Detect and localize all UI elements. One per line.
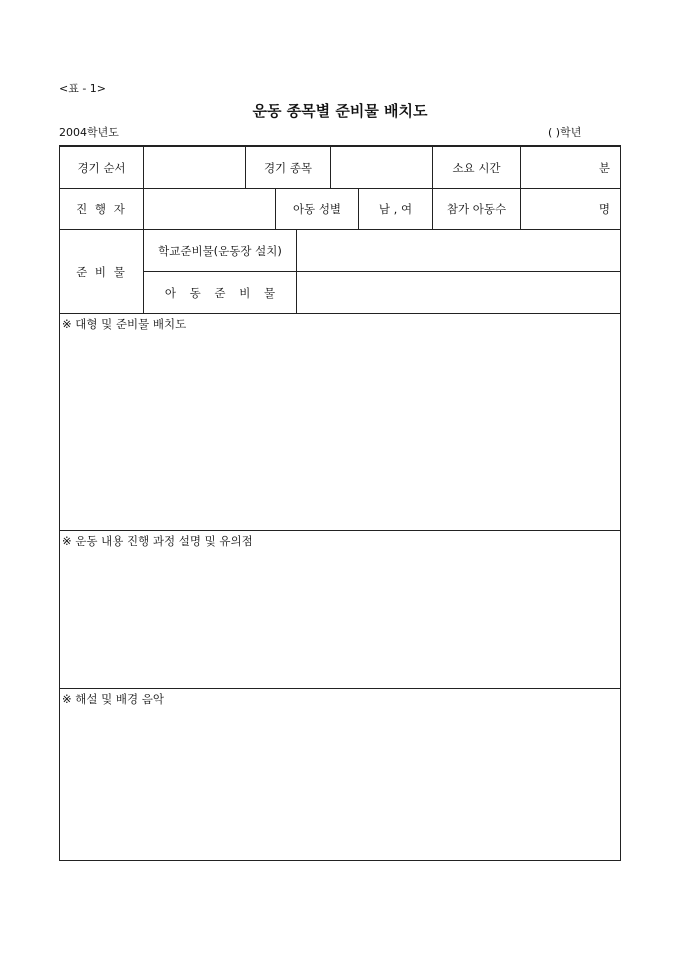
time-label: 소요 시간: [452, 160, 501, 175]
event-field[interactable]: [331, 147, 432, 188]
grade-field: ( )학년: [548, 126, 582, 139]
event-label: 경기 종목: [263, 160, 313, 175]
gender-label: 아동 성별: [292, 202, 342, 216]
leader-field[interactable]: [144, 189, 275, 229]
table-right-border: [620, 145, 621, 861]
school-materials-field[interactable]: [297, 230, 620, 271]
process-notes-area[interactable]: [60, 531, 620, 688]
child-count-label: 참가 아동수: [446, 202, 507, 216]
time-field[interactable]: 분: [598, 160, 610, 175]
order-label: 경기 순서: [77, 160, 126, 175]
school-year: 2004학년도: [59, 126, 119, 139]
materials-label: 준 비 물: [76, 264, 127, 279]
page-title: 운동 종목별 준비물 배치도: [252, 102, 428, 120]
table-bottom-border: [59, 860, 621, 861]
layout-diagram-area[interactable]: [60, 314, 620, 530]
child-count-field[interactable]: 명: [598, 202, 610, 216]
gender-field[interactable]: 남 , 여: [378, 202, 413, 216]
child-materials-label: 아 동 준 비 물: [164, 285, 276, 300]
table-number: <표 - 1>: [59, 82, 107, 95]
child-materials-field[interactable]: [297, 272, 620, 313]
process-section-label: ※ 운동 내용 진행 과정 설명 및 유의점: [62, 534, 253, 548]
leader-label: 진 행 자: [76, 202, 127, 216]
music-notes-area[interactable]: [60, 689, 620, 860]
order-field[interactable]: [144, 147, 245, 188]
music-section-label: ※ 해설 및 배경 음악: [62, 692, 165, 706]
school-materials-label: 학교준비물(운동장 설치): [158, 243, 282, 258]
layout-section-label: ※ 대형 및 준비물 배치도: [62, 317, 187, 331]
